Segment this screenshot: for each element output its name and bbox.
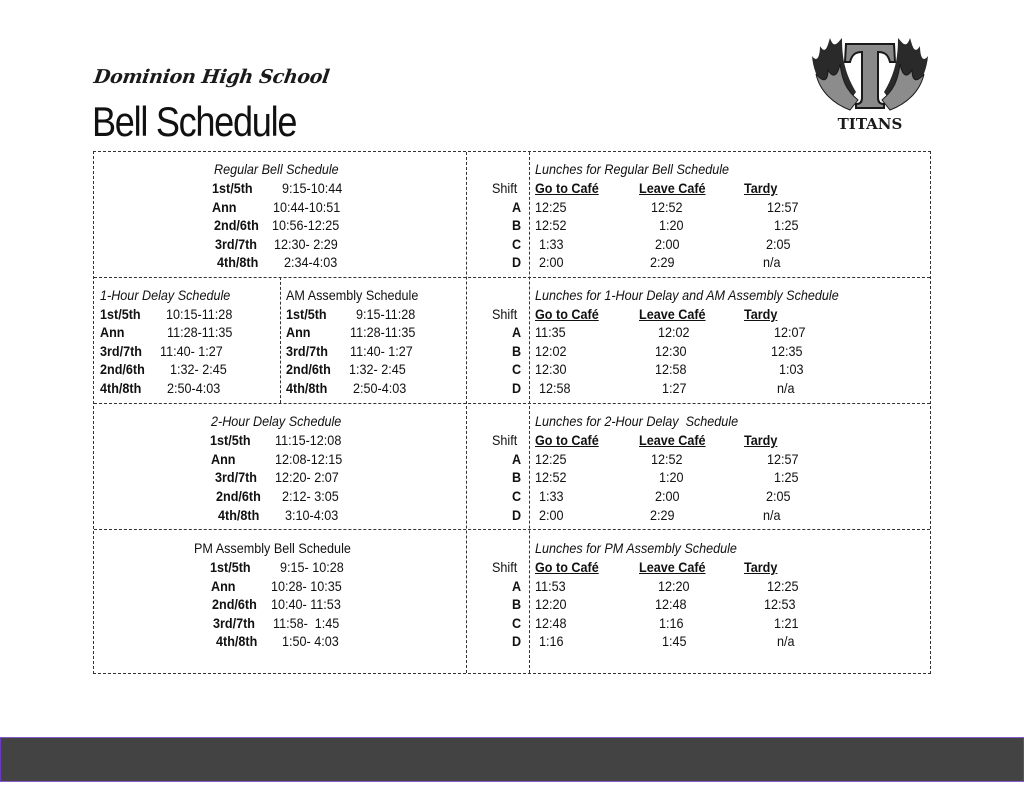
shift-header: Shift <box>492 559 518 575</box>
period-time: 2:50-4:03 <box>353 380 407 396</box>
period-time: 9:15-10:44 <box>282 180 343 196</box>
period-time: 11:40- 1:27 <box>350 343 413 359</box>
tardy-time: 1:03 <box>779 361 804 377</box>
period-label: 3rd/7th <box>215 469 258 485</box>
shift-letter: A <box>512 578 522 594</box>
tardy-time: 2:05 <box>766 488 791 504</box>
period-label: 2nd/6th <box>100 361 145 377</box>
go-header: Go to Café <box>535 180 599 196</box>
tardy-time: 1:25 <box>774 469 799 485</box>
shift-letter: B <box>512 469 522 485</box>
period-time: 11:40- 1:27 <box>160 343 223 359</box>
period-time: 11:28-11:35 <box>350 324 416 340</box>
schedule-title: 2-Hour Delay Schedule <box>211 413 342 429</box>
leave-time: 1:27 <box>662 380 687 396</box>
shift-letter: C <box>512 488 522 504</box>
leave-header: Leave Café <box>639 306 706 322</box>
period-time: 1:50- 4:03 <box>282 633 339 649</box>
leave-time: 2:00 <box>655 488 680 504</box>
period-label: 2nd/6th <box>216 488 261 504</box>
period-label: Ann <box>212 199 237 215</box>
go-time: 12:48 <box>535 615 567 631</box>
period-label: 1st/5th <box>100 306 141 322</box>
leave-time: 12:58 <box>655 361 687 377</box>
leave-time: 2:29 <box>650 507 675 523</box>
period-label: 4th/8th <box>286 380 328 396</box>
shift-letter: B <box>512 596 522 612</box>
period-label: 4th/8th <box>217 254 259 270</box>
period-label: 1st/5th <box>212 180 253 196</box>
tardy-time: 1:21 <box>774 615 799 631</box>
period-label: Ann <box>100 324 125 340</box>
leave-header: Leave Café <box>639 180 706 196</box>
leave-time: 1:16 <box>659 615 684 631</box>
leave-time: 2:00 <box>655 236 680 252</box>
go-time: 2:00 <box>539 254 564 270</box>
period-label: 2nd/6th <box>212 596 257 612</box>
period-time: 11:58- 1:45 <box>273 615 340 631</box>
leave-time: 12:52 <box>651 199 683 215</box>
period-label: 4th/8th <box>100 380 142 396</box>
go-time: 1:16 <box>539 633 564 649</box>
tardy-time: n/a <box>763 254 781 270</box>
period-time: 12:30- 2:29 <box>274 236 338 252</box>
period-time: 1:32- 2:45 <box>170 361 227 377</box>
go-time: 12:20 <box>535 596 567 612</box>
tardy-time: 12:57 <box>767 451 799 467</box>
schedule-title: PM Assembly Bell Schedule <box>194 540 351 556</box>
shift-letter: B <box>512 343 522 359</box>
shift-header: Shift <box>492 180 518 196</box>
go-header: Go to Café <box>535 432 599 448</box>
svg-text:TITANS: TITANS <box>837 115 903 133</box>
leave-time: 12:52 <box>651 451 683 467</box>
tardy-time: 1:25 <box>774 217 799 233</box>
tardy-header: Tardy <box>744 180 778 196</box>
go-time: 2:00 <box>539 507 564 523</box>
shift-letter: C <box>512 361 522 377</box>
tardy-header: Tardy <box>744 559 778 575</box>
period-label: 3rd/7th <box>286 343 329 359</box>
tardy-header: Tardy <box>744 306 778 322</box>
leave-header: Leave Café <box>639 559 706 575</box>
shift-letter: D <box>512 633 522 649</box>
go-time: 1:33 <box>539 488 564 504</box>
period-label: 3rd/7th <box>213 615 256 631</box>
schedule-title: Regular Bell Schedule <box>214 161 339 177</box>
tardy-time: n/a <box>777 380 795 396</box>
tardy-time: 2:05 <box>766 236 791 252</box>
period-label: 4th/8th <box>218 507 260 523</box>
go-time: 12:30 <box>535 361 567 377</box>
lunch-title: Lunches for PM Assembly Schedule <box>535 540 737 556</box>
schedule-title: 1-Hour Delay Schedule <box>100 287 231 303</box>
shift-letter: A <box>512 451 522 467</box>
school-name: Dominion High School <box>92 66 331 88</box>
period-time: 3:10-4:03 <box>285 507 339 523</box>
period-time: 2:50-4:03 <box>167 380 221 396</box>
shift-letter: D <box>512 380 522 396</box>
tardy-time: 12:57 <box>767 199 799 215</box>
period-time: 12:08-12:15 <box>275 451 343 467</box>
period-label: Ann <box>211 451 236 467</box>
go-time: 11:35 <box>535 324 566 340</box>
column-divider <box>466 152 467 673</box>
tardy-time: n/a <box>763 507 781 523</box>
tardy-header: Tardy <box>744 432 778 448</box>
tardy-time: 12:07 <box>774 324 806 340</box>
period-time: 12:20- 2:07 <box>275 469 339 485</box>
leave-time: 12:20 <box>658 578 690 594</box>
row-divider <box>94 403 930 404</box>
period-label: 2nd/6th <box>214 217 259 233</box>
go-time: 1:33 <box>539 236 564 252</box>
period-label: 4th/8th <box>216 633 258 649</box>
period-time: 1:32- 2:45 <box>349 361 406 377</box>
period-time: 10:44-10:51 <box>273 199 341 215</box>
period-label: 1st/5th <box>210 432 251 448</box>
leave-time: 1:20 <box>659 217 684 233</box>
period-time: 10:15-11:28 <box>166 306 233 322</box>
shift-letter: C <box>512 615 522 631</box>
leave-time: 2:29 <box>650 254 675 270</box>
period-label: 3rd/7th <box>215 236 258 252</box>
period-time: 2:34-4:03 <box>284 254 338 270</box>
period-time: 10:56-12:25 <box>272 217 340 233</box>
go-time: 12:25 <box>535 451 567 467</box>
period-time: 11:15-12:08 <box>275 432 342 448</box>
leave-time: 1:20 <box>659 469 684 485</box>
lunch-title: Lunches for 2-Hour Delay Schedule <box>535 413 739 429</box>
period-time: 9:15- 10:28 <box>280 559 344 575</box>
shift-header: Shift <box>492 306 518 322</box>
row-divider <box>94 277 930 278</box>
shift-letter: D <box>512 254 522 270</box>
period-label: 3rd/7th <box>100 343 143 359</box>
period-time: 10:40- 11:53 <box>271 596 341 612</box>
leave-time: 1:45 <box>662 633 687 649</box>
go-time: 12:52 <box>535 469 567 485</box>
tardy-time: 12:35 <box>771 343 803 359</box>
go-time: 12:52 <box>535 217 567 233</box>
shift-letter: C <box>512 236 522 252</box>
tardy-time: n/a <box>777 633 795 649</box>
footer-bar <box>0 737 1024 782</box>
go-time: 12:58 <box>539 380 571 396</box>
period-time: 2:12- 3:05 <box>282 488 339 504</box>
go-time: 12:02 <box>535 343 567 359</box>
go-header: Go to Café <box>535 559 599 575</box>
shift-header: Shift <box>492 432 518 448</box>
go-time: 12:25 <box>535 199 567 215</box>
period-time: 11:28-11:35 <box>167 324 233 340</box>
shift-letter: A <box>512 199 522 215</box>
titans-logo-icon <box>806 34 934 134</box>
period-label: 1st/5th <box>210 559 251 575</box>
period-label: Ann <box>211 578 236 594</box>
period-label: 1st/5th <box>286 306 327 322</box>
go-time: 11:53 <box>535 578 566 594</box>
column-divider <box>529 152 530 673</box>
schedule-title: AM Assembly Schedule <box>286 287 419 303</box>
shift-letter: A <box>512 324 522 340</box>
lunch-title: Lunches for Regular Bell Schedule <box>535 161 730 177</box>
period-label: 2nd/6th <box>286 361 331 377</box>
row-divider <box>94 529 930 530</box>
leave-time: 12:30 <box>655 343 687 359</box>
column-divider <box>280 277 281 403</box>
leave-header: Leave Café <box>639 432 706 448</box>
leave-time: 12:02 <box>658 324 690 340</box>
period-time: 9:15-11:28 <box>356 306 416 322</box>
period-time: 10:28- 10:35 <box>271 578 342 594</box>
shift-letter: B <box>512 217 522 233</box>
go-header: Go to Café <box>535 306 599 322</box>
tardy-time: 12:53 <box>764 596 796 612</box>
leave-time: 12:48 <box>655 596 687 612</box>
lunch-title: Lunches for 1-Hour Delay and AM Assembly Schedule <box>535 287 839 303</box>
page-title: Bell Schedule <box>92 98 297 145</box>
shift-letter: D <box>512 507 522 523</box>
tardy-time: 12:25 <box>767 578 799 594</box>
period-label: Ann <box>286 324 311 340</box>
